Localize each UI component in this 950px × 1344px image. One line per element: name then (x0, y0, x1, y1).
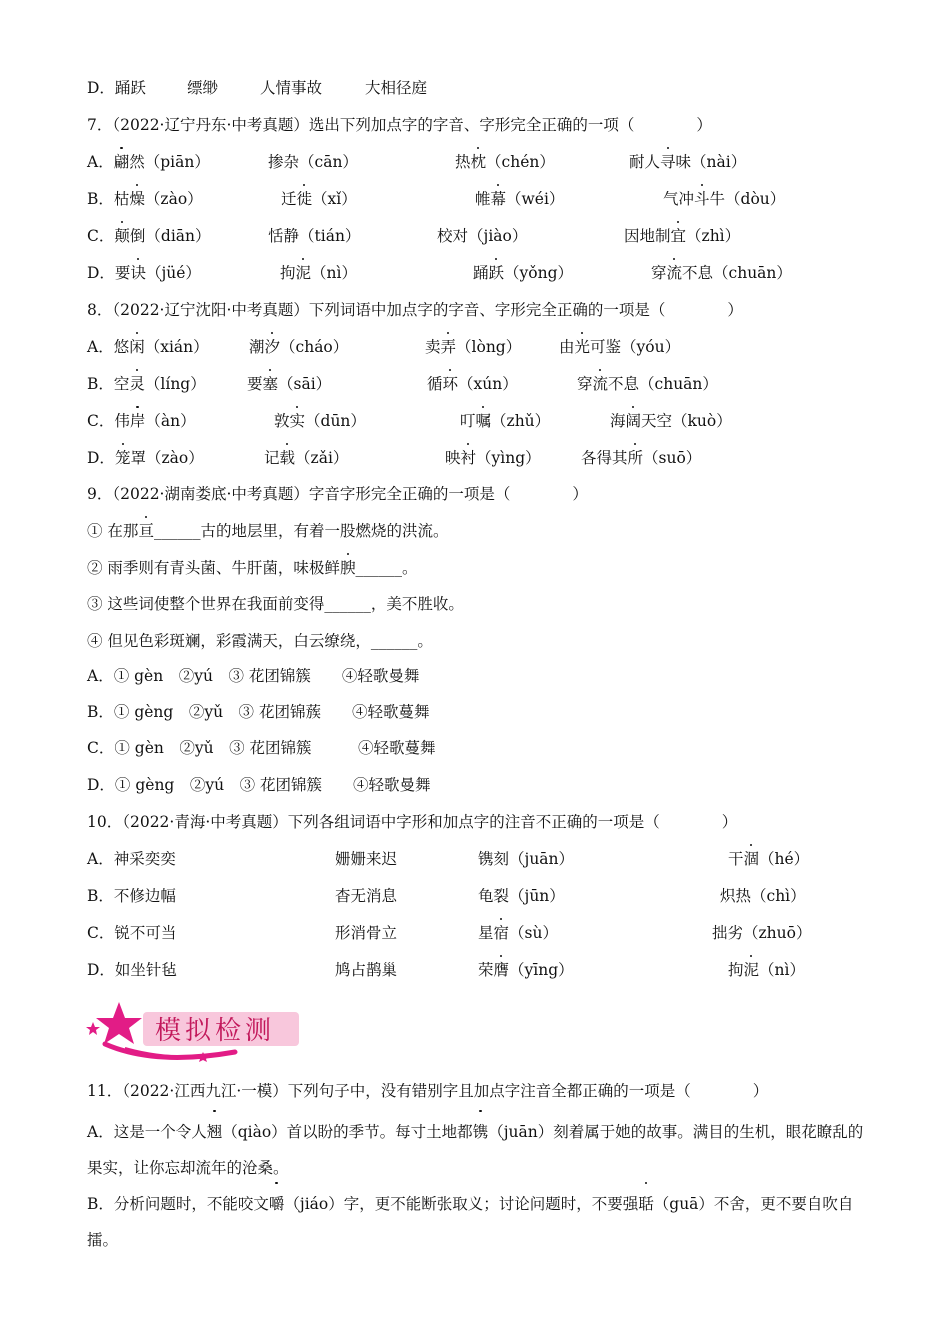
line-cell (728, 848, 809, 870)
cell-prefix: 迁 (281, 190, 297, 208)
line-cell (87, 848, 176, 870)
cell-suffix: 倒（diān） (129, 227, 211, 245)
line-cell (610, 410, 732, 432)
line-cell (87, 262, 201, 284)
line-cell (87, 225, 211, 247)
line-cell (281, 188, 357, 210)
cell-suffix: 不息（chuān） (682, 264, 792, 282)
dotted-char: 颠 (114, 227, 130, 245)
line-cell (87, 410, 196, 432)
cell-suffix: （hé） (759, 850, 810, 868)
cell-suffix: （suō） (643, 449, 702, 467)
line-cell (87, 922, 176, 944)
line-cell (581, 447, 701, 469)
cell-prefix: 帷 (475, 190, 491, 208)
paragraph-text: （guā）不舍，更不要自吹自擂。 (87, 1195, 854, 1249)
cell-prefix: 因地制 (624, 227, 671, 245)
line-cell (87, 483, 588, 505)
line-cell (87, 114, 712, 136)
dotted-char: 腴 (339, 559, 356, 577)
line-cell (460, 410, 550, 432)
line-cell (87, 959, 177, 981)
line-cell (87, 630, 433, 652)
line-cell (365, 77, 427, 99)
cell-suffix: （chén） (486, 153, 555, 171)
paragraph-text: （juān）刻着属于她的故事。满目的生机，眼花瞭乱的果实，让你忘却流年的沧桑。 (87, 1123, 864, 1177)
line-cell (335, 922, 397, 944)
cell-suffix: （yǒng） (504, 264, 574, 282)
dotted-char: 闲 (129, 338, 145, 356)
dotted-char: 岸 (129, 412, 146, 430)
cell-prefix: 由 (559, 338, 575, 356)
cell-prefix: 荣 (478, 961, 494, 979)
dotted-char: 枕 (470, 153, 487, 171)
dotted-char: 寻 (660, 153, 676, 171)
line-cell (720, 885, 806, 907)
cell-suffix: （nì） (311, 264, 357, 282)
line-cell (87, 593, 464, 615)
cell-suffix: （cháo） (280, 338, 349, 356)
cell-text: 姗姗来迟 (335, 850, 398, 868)
cell-prefix: 卖 (425, 338, 441, 356)
line-cell (274, 410, 366, 432)
dotted-char: 阔 (625, 412, 642, 430)
dotted-char: 斗 (694, 190, 710, 208)
cell-text: ③ 这些词使整个世界在我面前变得______，美不胜收。 (87, 595, 464, 613)
dotted-char: 环 (442, 375, 459, 393)
line-cell (624, 225, 740, 247)
cell-prefix: D． (87, 449, 115, 467)
line-cell (87, 77, 146, 99)
line-cell (87, 737, 436, 759)
line-cell (87, 299, 743, 321)
small-star-icon (86, 1022, 100, 1035)
dotted-char: 流 (666, 264, 683, 282)
dotted-char: 幕 (490, 190, 507, 208)
dotted-char: 宿 (493, 924, 510, 942)
line-cell (87, 701, 430, 723)
dotted-char: 流 (592, 375, 609, 393)
cell-text: 鸠占鹊巢 (335, 961, 398, 979)
cell-suffix: 刻（juān） (493, 850, 575, 868)
dotted-char: 翘 (207, 1114, 223, 1150)
cell-prefix: 耐人 (629, 153, 661, 171)
cell-suffix: （xián） (144, 338, 209, 356)
line-cell (87, 520, 448, 542)
dotted-char: 燥 (129, 190, 145, 208)
cell-suffix: 劣（zhuō） (727, 924, 812, 942)
line-cell (437, 225, 527, 247)
line-cell (577, 373, 718, 395)
cell-suffix: ______。 (355, 559, 418, 577)
dotted-char: 诀 (130, 264, 146, 282)
cell-suffix: （zhì） (686, 227, 741, 245)
line-cell (87, 373, 206, 395)
cell-text: A．神采奕奕 (87, 850, 176, 868)
dotted-char: 衬 (460, 449, 477, 467)
cell-text: 大相径庭 (365, 79, 428, 97)
dotted-char: 嚼 (269, 1186, 285, 1222)
cell-prefix: 炽 (720, 887, 736, 905)
cell-suffix: 可鉴（yóu） (590, 338, 681, 356)
cell-suffix: （sù） (509, 924, 558, 942)
dotted-char: 汐 (264, 338, 281, 356)
line-cell (651, 262, 792, 284)
cell-prefix: 映 (445, 449, 461, 467)
cell-prefix: ① 在那 (87, 522, 139, 540)
cell-suffix: 静（tián） (283, 227, 361, 245)
banner-title: 模拟检测 (155, 1016, 276, 1046)
cell-suffix: 味（nài） (675, 153, 747, 171)
cell-prefix: 叮 (460, 412, 476, 430)
cell-prefix: A．悠 (87, 338, 130, 356)
cell-text: A．① gèn ②yú ③ 花团锦簇 ④轻歌曼舞 (87, 667, 420, 685)
cell-suffix: （xún） (458, 375, 518, 393)
line-cell (249, 336, 348, 358)
cell-suffix: （àn） (145, 412, 196, 430)
line-cell (87, 811, 737, 833)
dotted-char: 泥 (743, 961, 760, 979)
dotted-char: 翩 (113, 153, 130, 171)
dotted-char: 笼 (114, 449, 131, 467)
cell-prefix: 敦 (274, 412, 290, 430)
paragraph-text: A．这是一个令人 (87, 1123, 207, 1141)
cell-suffix: （sāi） (278, 375, 332, 393)
line-cell (268, 225, 360, 247)
cell-suffix: （jüé） (145, 264, 201, 282)
dotted-char: 塞 (262, 375, 279, 393)
cell-suffix: （yìng） (476, 449, 541, 467)
line-cell (335, 885, 397, 907)
cell-prefix: C． (87, 227, 115, 245)
cell-text: D．踊跃 (87, 79, 146, 97)
cell-prefix: 记 (264, 449, 280, 467)
cell-text: C．① gèn ②yǔ ③ 花团锦簇 ④轻歌蔓舞 (87, 739, 436, 757)
cell-suffix: 天空（kuò） (641, 412, 732, 430)
option-paragraph (87, 1186, 867, 1258)
cell-suffix: 对（jiào） (452, 227, 528, 245)
cell-suffix: 热（chì） (735, 887, 806, 905)
dotted-char: 跃 (488, 264, 505, 282)
cell-suffix: （líng） (144, 375, 206, 393)
cell-text: B．不修边幅 (87, 887, 176, 905)
line-cell (478, 922, 558, 944)
line-cell (455, 151, 555, 173)
dotted-char: 涸 (743, 850, 760, 868)
line-cell (87, 1080, 768, 1102)
line-cell (87, 188, 203, 210)
cell-suffix: （lòng） (456, 338, 522, 356)
cell-prefix: 循 (427, 375, 443, 393)
cell-prefix: 星 (478, 924, 494, 942)
cell-text: 7．（2022·辽宁丹东·中考真题）选出下列加点字的字音、字形完全正确的一项（ ） (87, 116, 712, 134)
paragraph-text: （qiào）首以盼的季节。每寸土地都 (222, 1123, 473, 1141)
line-cell (268, 151, 358, 173)
cell-prefix: B．空 (87, 375, 130, 393)
line-cell (478, 959, 574, 981)
cell-prefix: 恬 (268, 227, 284, 245)
cell-text: 8．（2022·辽宁沈阳·中考真题）下列词语中加点字的字音、字形完全正确的一项是（ ） (87, 301, 743, 319)
cell-prefix: ② 雨季则有青头菌、牛肝菌，味极鲜 (87, 559, 340, 577)
cell-prefix: 拘 (728, 961, 744, 979)
line-cell (663, 188, 785, 210)
cell-prefix: 踊 (473, 264, 489, 282)
cell-text: D．① gèng ②yú ③ 花团锦簇 ④轻歌曼舞 (87, 776, 431, 794)
paragraph-text: （jiáo）字，更不能断张取义；讨论问题时，不要强 (284, 1195, 639, 1213)
dotted-char: 宜 (670, 227, 687, 245)
cell-text: C．锐不可当 (87, 924, 177, 942)
cell-suffix: 罩（zào） (130, 449, 204, 467)
cell-prefix: 拘 (280, 264, 296, 282)
dotted-char: 聒 (638, 1186, 654, 1222)
cell-text: 形消骨立 (335, 924, 398, 942)
cell-suffix: 不息（chuān） (608, 375, 718, 393)
option-paragraph (87, 1114, 867, 1186)
dotted-char: 亘 (138, 522, 154, 540)
cell-suffix: （zào） (144, 190, 203, 208)
line-cell (478, 885, 565, 907)
line-cell (87, 447, 204, 469)
cell-prefix: A． (87, 153, 114, 171)
line-cell (475, 188, 564, 210)
dotted-char: 徙 (296, 190, 313, 208)
dotted-char: 光 (574, 338, 591, 356)
cell-prefix: 拙 (712, 924, 728, 942)
cell-suffix: 杂（cān） (283, 153, 358, 171)
section-banner (85, 1000, 305, 1062)
line-cell (247, 373, 331, 395)
cell-prefix: 潮 (249, 338, 265, 356)
cell-prefix: 干 (728, 850, 744, 868)
line-cell (629, 151, 746, 173)
cell-suffix: 裂（jūn） (493, 887, 565, 905)
cell-prefix: 海 (610, 412, 626, 430)
line-cell (87, 151, 210, 173)
line-cell (280, 262, 357, 284)
dotted-char: 膺 (493, 961, 510, 979)
cell-text: 11．（2022·江西九江·一模）下列句子中，没有错别字且加点字注音全都正确的一项是（ ） (87, 1082, 769, 1100)
cell-text: 10．（2022·青海·中考真题）下列各组词语中字形和加点字的注音不正确的一项是（ ） (87, 813, 738, 831)
line-cell (473, 262, 573, 284)
cell-text: 9．（2022·湖南娄底·中考真题）字音字形完全正确的一项是（ ） (87, 485, 588, 503)
line-cell (87, 336, 209, 358)
cell-prefix: 要 (247, 375, 263, 393)
cell-prefix: 校 (437, 227, 453, 245)
cell-prefix: 龟 (478, 887, 494, 905)
cell-prefix: 热 (455, 153, 471, 171)
dotted-char: 镌 (473, 1114, 489, 1150)
cell-prefix: 各得其 (581, 449, 628, 467)
line-cell (87, 774, 431, 796)
dotted-char: 载 (279, 449, 296, 467)
line-cell (264, 447, 348, 469)
cell-suffix: ______古的地层里，有着一股燃烧的洪流。 (153, 522, 449, 540)
line-cell (712, 922, 811, 944)
cell-suffix: （yīng） (509, 961, 574, 979)
cell-text: B．① gèng ②yǔ ③ 花团锦蔟 ④轻歌蔓舞 (87, 703, 430, 721)
line-cell (728, 959, 805, 981)
dotted-char: 弄 (440, 338, 457, 356)
cell-suffix: （dūn） (305, 412, 366, 430)
cell-prefix: 气冲 (663, 190, 695, 208)
line-cell (260, 77, 322, 99)
line-cell (87, 665, 419, 687)
dotted-char: 所 (627, 449, 644, 467)
dotted-char: 嘱 (475, 412, 492, 430)
dotted-char: 实 (289, 412, 306, 430)
line-cell (87, 557, 417, 579)
line-cell (87, 885, 176, 907)
line-cell (427, 373, 518, 395)
cell-suffix: （xǐ） (312, 190, 357, 208)
cell-text: 缥缈 (187, 79, 219, 97)
line-cell (335, 959, 397, 981)
dotted-char: 泥 (295, 264, 312, 282)
line-cell (478, 848, 574, 870)
cell-prefix: 掺 (268, 153, 284, 171)
line-cell (445, 447, 541, 469)
dotted-char: 灵 (129, 375, 145, 393)
cell-prefix: B．枯 (87, 190, 130, 208)
cell-text: 杳无消息 (335, 887, 398, 905)
line-cell (335, 848, 397, 870)
line-cell (559, 336, 680, 358)
cell-suffix: （zhǔ） (491, 412, 551, 430)
line-cell (425, 336, 521, 358)
cell-suffix: （nì） (759, 961, 805, 979)
paragraph-text: B．分析问题时，不能咬文 (87, 1195, 269, 1213)
cell-prefix: 镌 (478, 850, 494, 868)
cell-text: ④ 但见色彩斑斓，彩霞满天，白云缭绕，______。 (87, 632, 433, 650)
cell-suffix: （zǎi） (295, 449, 349, 467)
line-cell (187, 77, 218, 99)
cell-suffix: （wéi） (506, 190, 565, 208)
cell-prefix: 穿 (577, 375, 593, 393)
cell-prefix: 穿 (651, 264, 667, 282)
cell-prefix: D．要 (87, 264, 131, 282)
cell-text: D．如坐针毡 (87, 961, 177, 979)
cell-suffix: 然（piān） (129, 153, 210, 171)
cell-suffix: 牛（dòu） (709, 190, 786, 208)
star-icon (96, 1002, 142, 1044)
cell-prefix: C．伟 (87, 412, 130, 430)
cell-text: 人情事故 (260, 79, 323, 97)
